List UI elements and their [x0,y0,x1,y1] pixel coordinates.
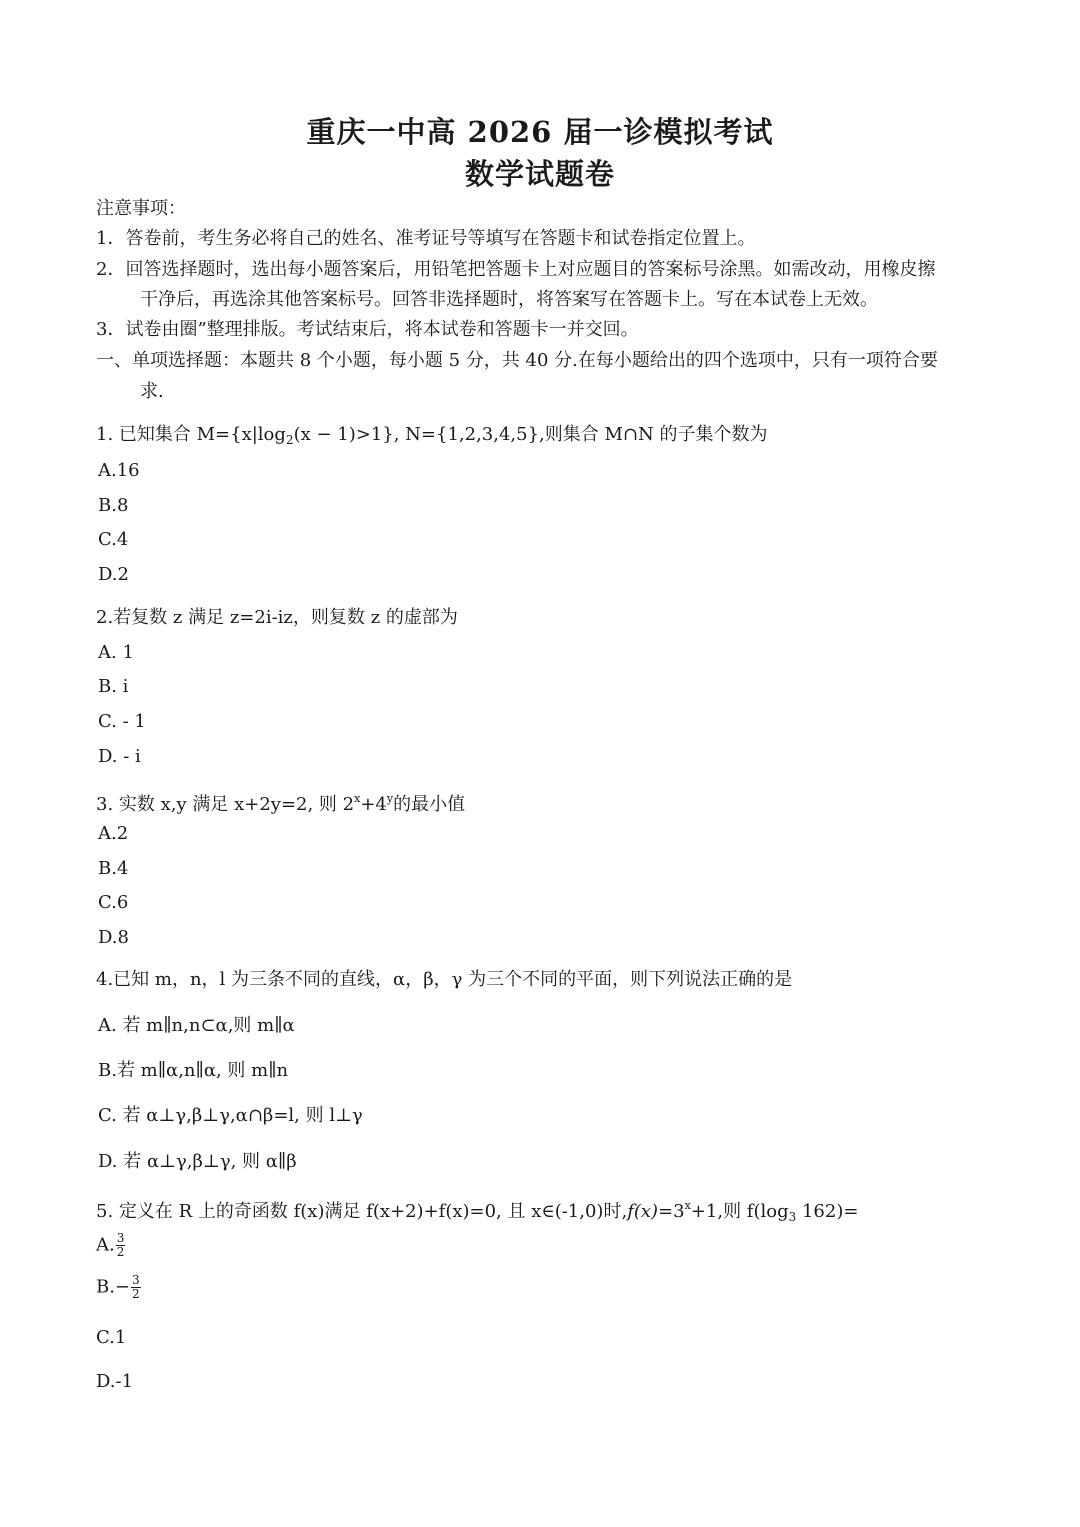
fraction: $\frac{3}{2}$ [116,1231,125,1259]
question-4-option-a: A. 若 m∥n,n⊂α,则 m∥α [98,1015,295,1036]
question-2-option-d: D. - i [98,746,141,767]
notice-item-2-line-2: 干净后，再选涂其他答案标号。回答非选择题时，将答案写在答题卡上。写在本试卷上无效。 [140,289,878,310]
exam-subtitle: 数学试题卷 [464,157,615,191]
exam-title: 重庆一中高 2026 届一诊模拟考试 [306,115,774,149]
question-1-option-a: A.16 [98,460,140,481]
question-5-option-b: B.− $\frac{3}{2}$ [96,1273,140,1301]
question-2-option-b: B. i [98,676,129,697]
notice-heading: 注意事项： [96,198,186,219]
question-1-option-d: D.2 [98,564,129,585]
section-heading-line-2: 求. [140,381,164,402]
question-3-option-a: A.2 [98,823,129,844]
fraction: $\frac{3}{2}$ [132,1273,140,1301]
question-1-option-c: C.4 [98,529,129,550]
notice-item-2-line-1: 2．回答选择题时，选出每小题答案后，用铅笔把答题卡上对应题目的答案标号涂黑。如需改动，用橡皮擦 [96,259,936,280]
question-2-option-a: A. 1 [98,642,134,663]
question-4-option-c: C. 若 α⊥γ,β⊥γ,α∩β=l, 则 l⊥γ [98,1105,363,1126]
question-4-option-d: D. 若 α⊥γ,β⊥γ, 则 α∥β [98,1151,297,1172]
question-2-option-c: C. - 1 [98,711,146,732]
question-5-option-a: A. $\frac{3}{2}$ [96,1231,125,1259]
question-4-option-b: B.若 m∥α,n∥α, 则 m∥n [98,1060,289,1081]
question-3-stem: 3. 实数 x,y 满足 x+2y=2, 则 $2^x+4^y$的最小值 [96,792,466,815]
question-3-option-d: D.8 [98,927,129,948]
notice-item-1: 1．答卷前，考生务必将自己的姓名、准考证号等填写在答题卡和试卷指定位置上。 [96,228,756,249]
notice-item-3: 3．试卷由圈”整理排版。考试结束后，将本试卷和答题卡一并交回。 [96,319,639,340]
question-3-option-c: C.6 [98,892,129,913]
question-4-stem: 4.已知 m，n，l 为三条不同的直线，α，β，γ 为三个不同的平面，则下列说法正确的是 [96,969,793,990]
question-1-option-b: B.8 [98,495,129,516]
question-5-option-d: D.-1 [96,1371,134,1392]
question-1-stem: 1. 已知集合 $M=\{x|\log_2(x - 1)>1\}$, N={1,2,3,4,5},则集合 M∩N 的子集个数为 [96,424,768,447]
question-5-option-c: C.1 [96,1327,127,1348]
section-heading-line-1: 一、单项选择题：本题共 8 个小题，每小题 5 分，共 40 分.在每小题给出的四个选项中，只有一项符合要 [96,350,938,371]
question-5-stem: 5. 定义在 R 上的奇函数 f(x)满足 f(x+2)+f(x)=0, 且 x∈(-1,0)时$,f(x)=3^x+1$,则 $f(\log_3$ 162)= [96,1199,859,1224]
question-3-option-b: B.4 [98,858,129,879]
question-2-stem: 2.若复数 z 满足 z=2i-iz，则复数 z 的虚部为 [96,607,458,628]
